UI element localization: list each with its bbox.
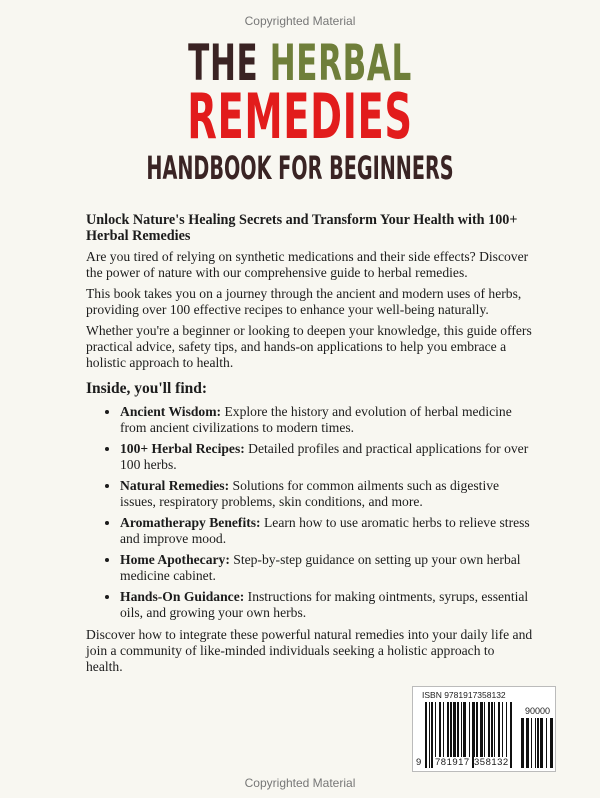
feature-list — [86, 404, 534, 621]
barcode-bar — [546, 718, 547, 768]
title-remedies: REMEDIES — [187, 80, 413, 153]
barcode-digit-prefix: 9 — [416, 757, 422, 768]
isbn-barcode — [412, 686, 556, 772]
item-text: Explore the history and evolution of herbal medicine from ancient civilizations to modern times. — [120, 404, 512, 435]
barcode-bar — [540, 718, 543, 768]
barcode-digits-left: 781917 — [435, 757, 470, 768]
item-term: 100+ Herbal Recipes: — [120, 441, 245, 456]
item-text: Step-by-step guidance on setting up your own herbal medicine cabinet. — [120, 552, 521, 583]
closing-paragraph: Discover how to integrate these powerful natural remedies into your daily life and join a community of like-minded individuals seeking a holistic approach to health. — [86, 627, 533, 674]
item-text: Detailed profiles and practical applications for over 100 herbs. — [120, 441, 529, 472]
item-term: Aromatherapy Benefits: — [120, 515, 261, 530]
subtitle: HANDBOOK FOR BEGINNERS — [146, 149, 454, 187]
paragraph: Whether you're a beginner or looking to deepen your knowledge, this guide offers practical advice, safety tips, and hands-on applications to help you embrace a holistic approach to health. — [86, 323, 532, 370]
addon-bars — [521, 718, 557, 768]
description — [86, 212, 534, 680]
inside-heading: Inside, you'll find: — [86, 380, 208, 397]
list-item — [120, 478, 534, 510]
barcode-bar — [550, 718, 553, 768]
paragraph: This book takes you on a journey through the ancient and modern uses of herbs, providing over 100 effective recipes to enhance your well-being naturally. — [86, 286, 522, 317]
paragraph: Are you tired of relying on synthetic medications and their side effects? Discover the power of nature with our comprehensive guide to herbal remedies. — [86, 249, 529, 280]
title-the: THE — [188, 34, 259, 92]
item-term: Natural Remedies: — [120, 478, 230, 493]
copyright-watermark-top: Copyrighted Material — [244, 14, 356, 28]
barcode-bar — [425, 702, 427, 768]
copyright-watermark-bottom: Copyrighted Material — [244, 776, 356, 790]
item-term: Hands-On Guidance: — [120, 589, 245, 604]
item-text: Instructions for making ointments, syrups, essential oils, and growing your own herbs. — [120, 589, 529, 620]
item-term: Ancient Wisdom: — [120, 404, 222, 419]
list-item — [120, 552, 534, 584]
barcode-bar — [526, 718, 529, 768]
title-herbal: HERBAL — [269, 34, 412, 92]
lead-heading: Unlock Nature's Healing Secrets and Transform Your Health with 100+ Herbal Remedies — [86, 212, 518, 244]
barcode-bar — [431, 702, 433, 768]
list-item — [120, 441, 534, 473]
barcode-bar — [537, 718, 539, 768]
item-text: Learn how to use aromatic herbs to relieve stress and improve mood. — [120, 515, 530, 546]
barcode-bar — [521, 718, 524, 768]
item-term: Home Apothecary: — [120, 552, 230, 567]
item-text: Solutions for common ailments such as digestive issues, respiratory problems, skin conditions, and more. — [120, 478, 500, 509]
isbn-label: ISBN 9781917358132 — [422, 690, 506, 700]
list-item — [120, 404, 534, 436]
barcode-bar — [535, 718, 536, 768]
list-item — [120, 515, 534, 547]
barcode-digits-right: 358132 — [474, 757, 509, 768]
list-item — [120, 589, 534, 621]
price-addon: 90000 — [525, 706, 551, 716]
barcode-bar — [531, 718, 532, 768]
barcode-bar — [510, 702, 512, 768]
barcode-bar — [429, 702, 430, 768]
